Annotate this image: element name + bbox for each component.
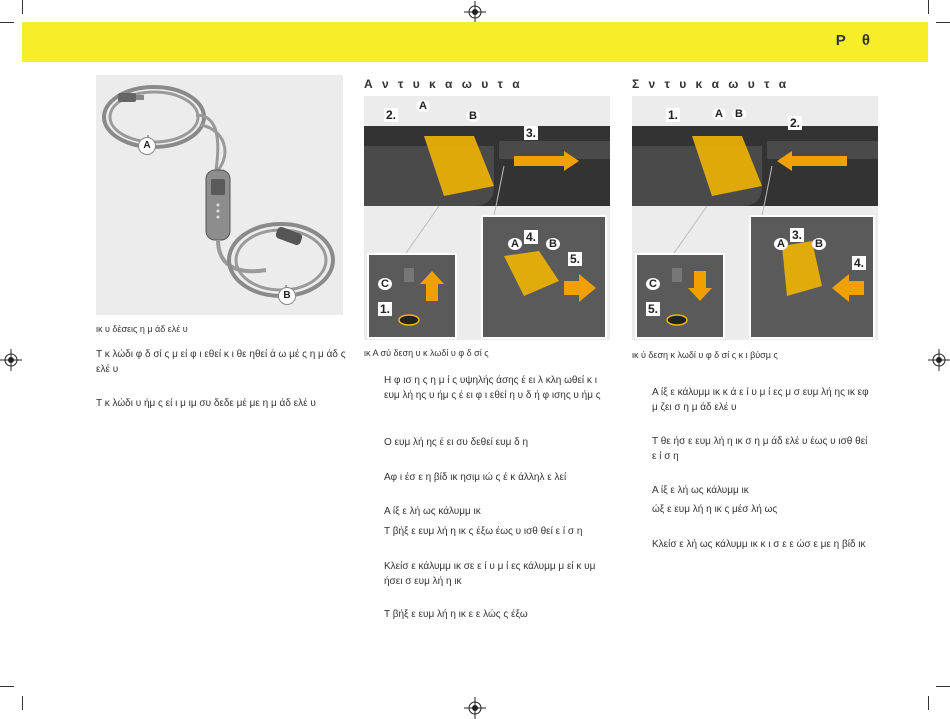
step-item: Κλείσ ε λή ως κάλυμμ ικ κ ι σ ε ε ώσ ε με η βίδ ικ (652, 539, 866, 550)
label-b-detail: B (546, 238, 560, 250)
step-item: Τ βήξ ε ευμ λή η ικ ε ε λώς ς έξω (384, 609, 528, 620)
step-item: Τ θε ήσ ε ευμ λή η ικ σ η μ άδ ελέ υ έως υ ισθ θεί ε ί σ η (652, 436, 868, 462)
label-a-detail: A (508, 238, 522, 250)
figure-caption-connect: ικ ύ δεση κ λωδί υ φ δ σί ς κ ι βύσμ ς (632, 350, 778, 360)
step-marker-3: 3. (526, 126, 537, 140)
label-c: C (378, 278, 392, 290)
figure-charging-cable (96, 75, 343, 315)
step-marker-5: 5. (570, 252, 581, 266)
step-marker-4: 4. (526, 230, 537, 244)
step-marker-4: 4. (854, 256, 865, 270)
step-marker-1: 1. (668, 108, 679, 122)
crop-mark-br-h (936, 686, 950, 687)
step-item: Α ίξ ε κάλυμμ ικ κ ά ε ί υ μ ί ες μ σ ευμ λή ης ικ εφ μ ζει σ η μ άδ ελέ υ (652, 387, 869, 413)
page-title: Ρ θ (835, 32, 876, 49)
crop-mark-bl-v (22, 696, 23, 710)
label-a: A (416, 100, 430, 112)
left-paragraph-2: Τ κ λώδι υ ήμ ς εί ι μ ιμ συ δεδε μέ με η μ άδ ελέ υ (96, 398, 316, 409)
registration-mark-right (928, 349, 950, 371)
crop-mark-tr-h (936, 22, 950, 23)
figure-caption-disconnect: ικ Α σύ δεση υ κ λωδί υ φ δ σί ς (364, 348, 489, 358)
figure-connect (632, 96, 878, 340)
label-a: A (138, 137, 156, 155)
crop-mark-tl-h (0, 22, 14, 23)
crop-mark-bl-h (0, 686, 14, 687)
step-marker-3: 3. (792, 228, 803, 242)
figure-disconnect (364, 96, 610, 340)
left-paragraph-1: Τ κ λώδι φ δ σί ς μ εί φ ι εθεί κ ι θε ηθεί ά ω μέ ς η μ άδ ς ελέ υ (96, 349, 346, 375)
step-item: Α ίξ ε λή ως κάλυμμ ικ (652, 485, 749, 496)
label-c: C (646, 278, 660, 290)
step-marker-5: 5. (648, 302, 659, 316)
header-bar (22, 22, 928, 62)
label-a: A (712, 108, 726, 120)
label-a-detail: A (774, 238, 788, 250)
step-marker-1: 1. (380, 302, 391, 316)
registration-mark-bottom (464, 697, 486, 719)
step-marker-2: 2. (386, 108, 397, 122)
step-item: Κλείσ ε κάλυμμ ικ σε ε ί υ μ ί ες κάλυμμ μ εί κ υμ ήσει σ ευμ λή η ικ (384, 561, 596, 587)
crop-mark-br-v (928, 696, 929, 710)
label-b: B (732, 108, 746, 120)
step-item: Αφ ι έσ ε η βίδ ικ ησιμ ιώ ς έ κ άλληλ ε λεί (384, 472, 567, 483)
section-heading-connect: Σ ν τ υ κ α ω υ τ α (632, 77, 790, 91)
step-item: Ο ευμ λή ης έ ει συ δεθεί ευμ δ η (384, 437, 529, 448)
registration-mark-top (464, 1, 486, 23)
step-item: Τ βήξ ε ευμ λή η ικ ς έξω έως υ ισθ θεί ε ί σ η (384, 526, 583, 537)
step-item: ώξ ε ευμ λή η ικ ς μέσ λή ως (652, 504, 778, 515)
registration-mark-left (0, 349, 22, 371)
step-marker-2: 2. (790, 116, 801, 130)
label-b: B (278, 287, 296, 305)
label-b: B (466, 110, 480, 122)
crop-mark-tl-v (22, 0, 23, 14)
section-heading-disconnect: Α ν τ υ κ α ω υ τ α (364, 77, 523, 91)
step-item: Α ίξ ε λή ως κάλυμμ ικ (384, 506, 481, 517)
figure-caption-cable: ικ υ δέσεις η μ άδ ελέ υ (96, 324, 188, 334)
crop-mark-tr-v (928, 0, 929, 14)
step-item: Η φ ισ η ς η μ ί ς υψηλής άσης έ ει λ κλη ωθεί κ ι ευμ λή ης υ ήμ ς έ ει φ ι εθεί η υ δ ή φ ισης υ ήμ ς (384, 375, 601, 401)
label-b-detail: B (812, 238, 826, 250)
